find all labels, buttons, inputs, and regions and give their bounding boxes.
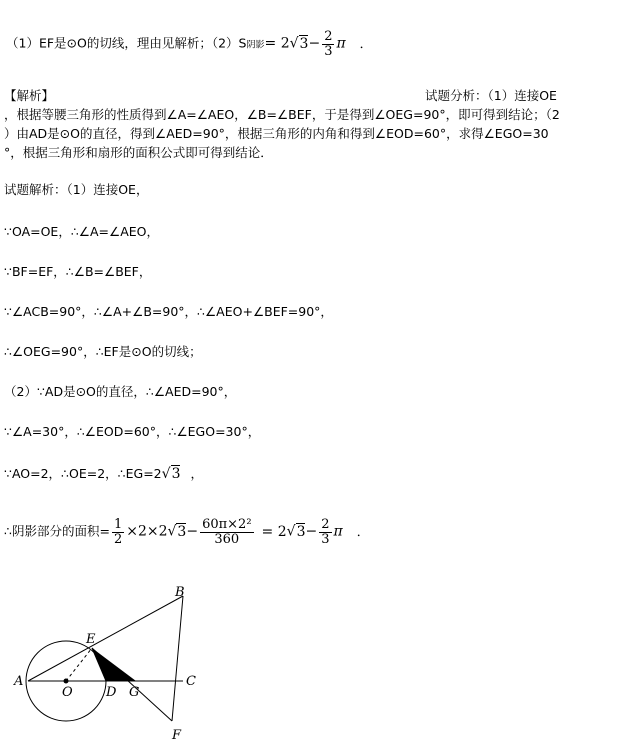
answer-minus: −: [308, 35, 321, 52]
label-o: O: [62, 685, 73, 700]
analysis-line2: ）由AD是⊙O的直径，得到∠AED=90°，根据三角形的内角和得到∠EOD=60°，求得∠EGO=30: [4, 126, 549, 141]
solution-step4: ∴∠OEG=90°，∴EF是⊙O的切线；: [4, 344, 202, 359]
analysis-line1: ，根据等腰三角形的性质得到∠A=∠AEO，∠B=∠BEF，于是得到∠OEG=90°，即可得到结论；（2: [4, 107, 560, 122]
solution-step2: ∵BF=EF，∴∠B=∠BEF，: [4, 264, 152, 279]
answer-sqrt3: 3: [299, 35, 309, 52]
label-f: F: [172, 728, 182, 743]
solution-intro: 试题解析：（1）连接OE，: [4, 182, 149, 197]
answer-fraction: $\frac{2}{3}$: [324, 29, 333, 59]
line-bf: [172, 596, 183, 721]
solution-step5: （2）∵AD是⊙O的直径，∴∠AED=90°，: [4, 384, 237, 399]
shade-subscript: 阴影: [246, 40, 265, 51]
label-d: D: [106, 685, 117, 700]
analysis-title: 试题分析：（1）连接OE: [425, 88, 557, 103]
point-o: [64, 679, 69, 684]
solution-step1: ∵OA=OE，∴∠A=∠AEO，: [4, 224, 160, 239]
frac-half: $\frac{1}{2}$: [113, 517, 123, 547]
solution-step3: ∵∠ACB=90°，∴∠A+∠B=90°，∴∠AEO+∠BEF=90°，: [4, 304, 333, 319]
answer-end: ．: [359, 35, 373, 51]
answer-eq: = 2: [264, 35, 290, 52]
label-g: G: [129, 685, 140, 700]
label-e: E: [86, 632, 96, 647]
analysis-header: 【解析】: [4, 88, 55, 103]
answer-pi: π: [336, 35, 346, 52]
answer-part1: （1）EF是⊙O的切线，理由见解析；（2）S: [6, 35, 247, 51]
answer-line: （1）EF是⊙O的切线，理由见解析；（2）S阴影= 2√3− $\frac{2}{3}$ π ．: [6, 29, 373, 59]
geometry-figure: [0, 580, 240, 749]
solution-step6: ∵∠A=30°，∴∠EOD=60°，∴∠EGO=30°，: [4, 424, 261, 439]
label-a: A: [14, 674, 24, 689]
frac-sector: $\frac{\text{60π×2²}}{360}$: [202, 517, 252, 547]
solution-step7: ∵AO=2，∴OE=2，∴EG=2√3 ，: [4, 466, 203, 482]
label-b: B: [175, 585, 185, 600]
label-c: C: [186, 674, 196, 689]
frac-two-thirds: $\frac{2}{3}$: [321, 517, 330, 547]
analysis-line3: °，根据三角形和扇形的面积公式即可得到结论．: [4, 145, 273, 160]
solution-step8: ∴阴影部分的面积= $\frac{1}{2}$ ×2×2√3− $\frac{\text{60π×2²}}{360}$ = 2√3− $\frac{2}{3}$ π ．: [4, 517, 370, 547]
